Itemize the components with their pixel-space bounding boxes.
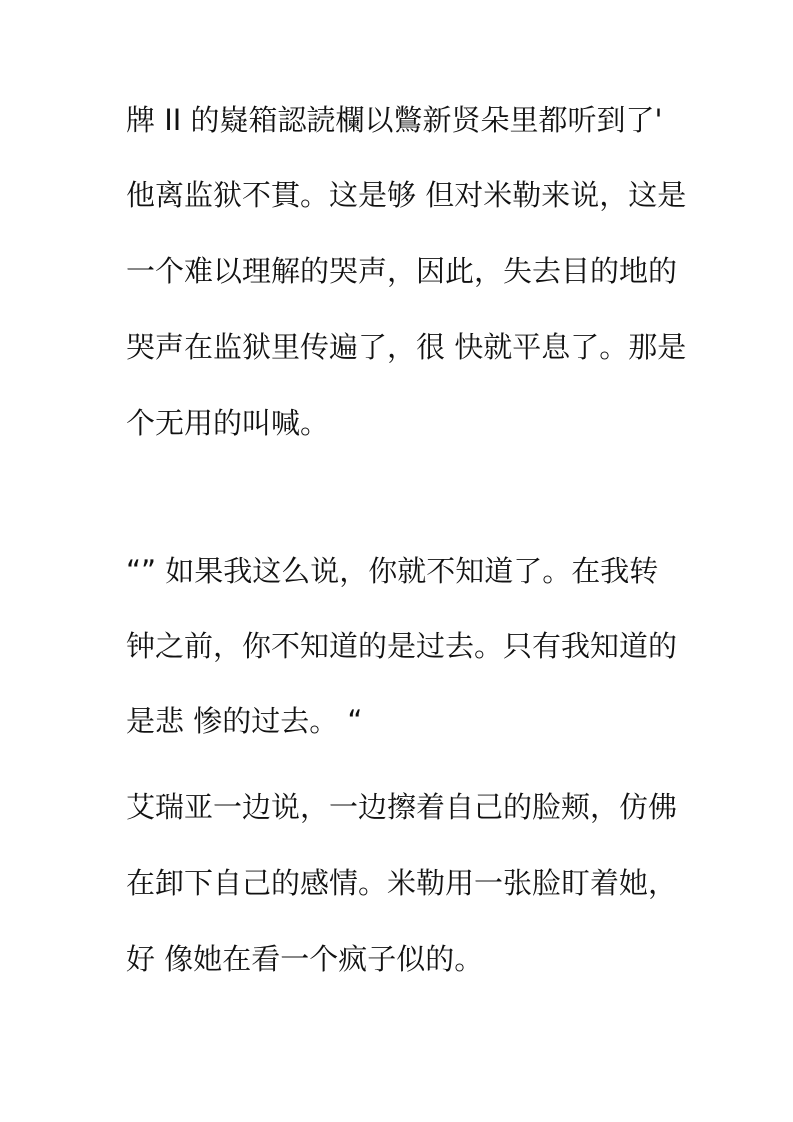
text-line: “” 如果我这么说，你就不知道了。在我转 <box>126 554 659 588</box>
text-line: 在卸下自己的感情。米勒用一张脸盯着她， <box>126 866 678 900</box>
text-line: 艾瑞亚一边说，一边擦着自己的脸颊，仿佛 <box>126 790 678 824</box>
text-line: 钟之前，你不知道的是过去。只有我知道的 <box>126 629 678 663</box>
text-line: 好 像她在看一个疯子似的。 <box>126 942 484 976</box>
text-line: 个无用的叫喊。 <box>126 406 330 440</box>
text-line: 他离监狱不貫。这是够 但对米勒来说，这是 <box>126 178 687 212</box>
text-line: 一个难以理解的哭声，因此，失去目的地的 <box>126 254 678 288</box>
text-line: 哭声在监狱里传遍了，很 快就平息了。那是 <box>126 330 687 364</box>
text-line: 是悲 惨的过去。 “ <box>126 704 363 738</box>
text-line: 牌 II 的嶷箱認読欄以鷩新贤朵里都听到了' <box>126 103 663 137</box>
